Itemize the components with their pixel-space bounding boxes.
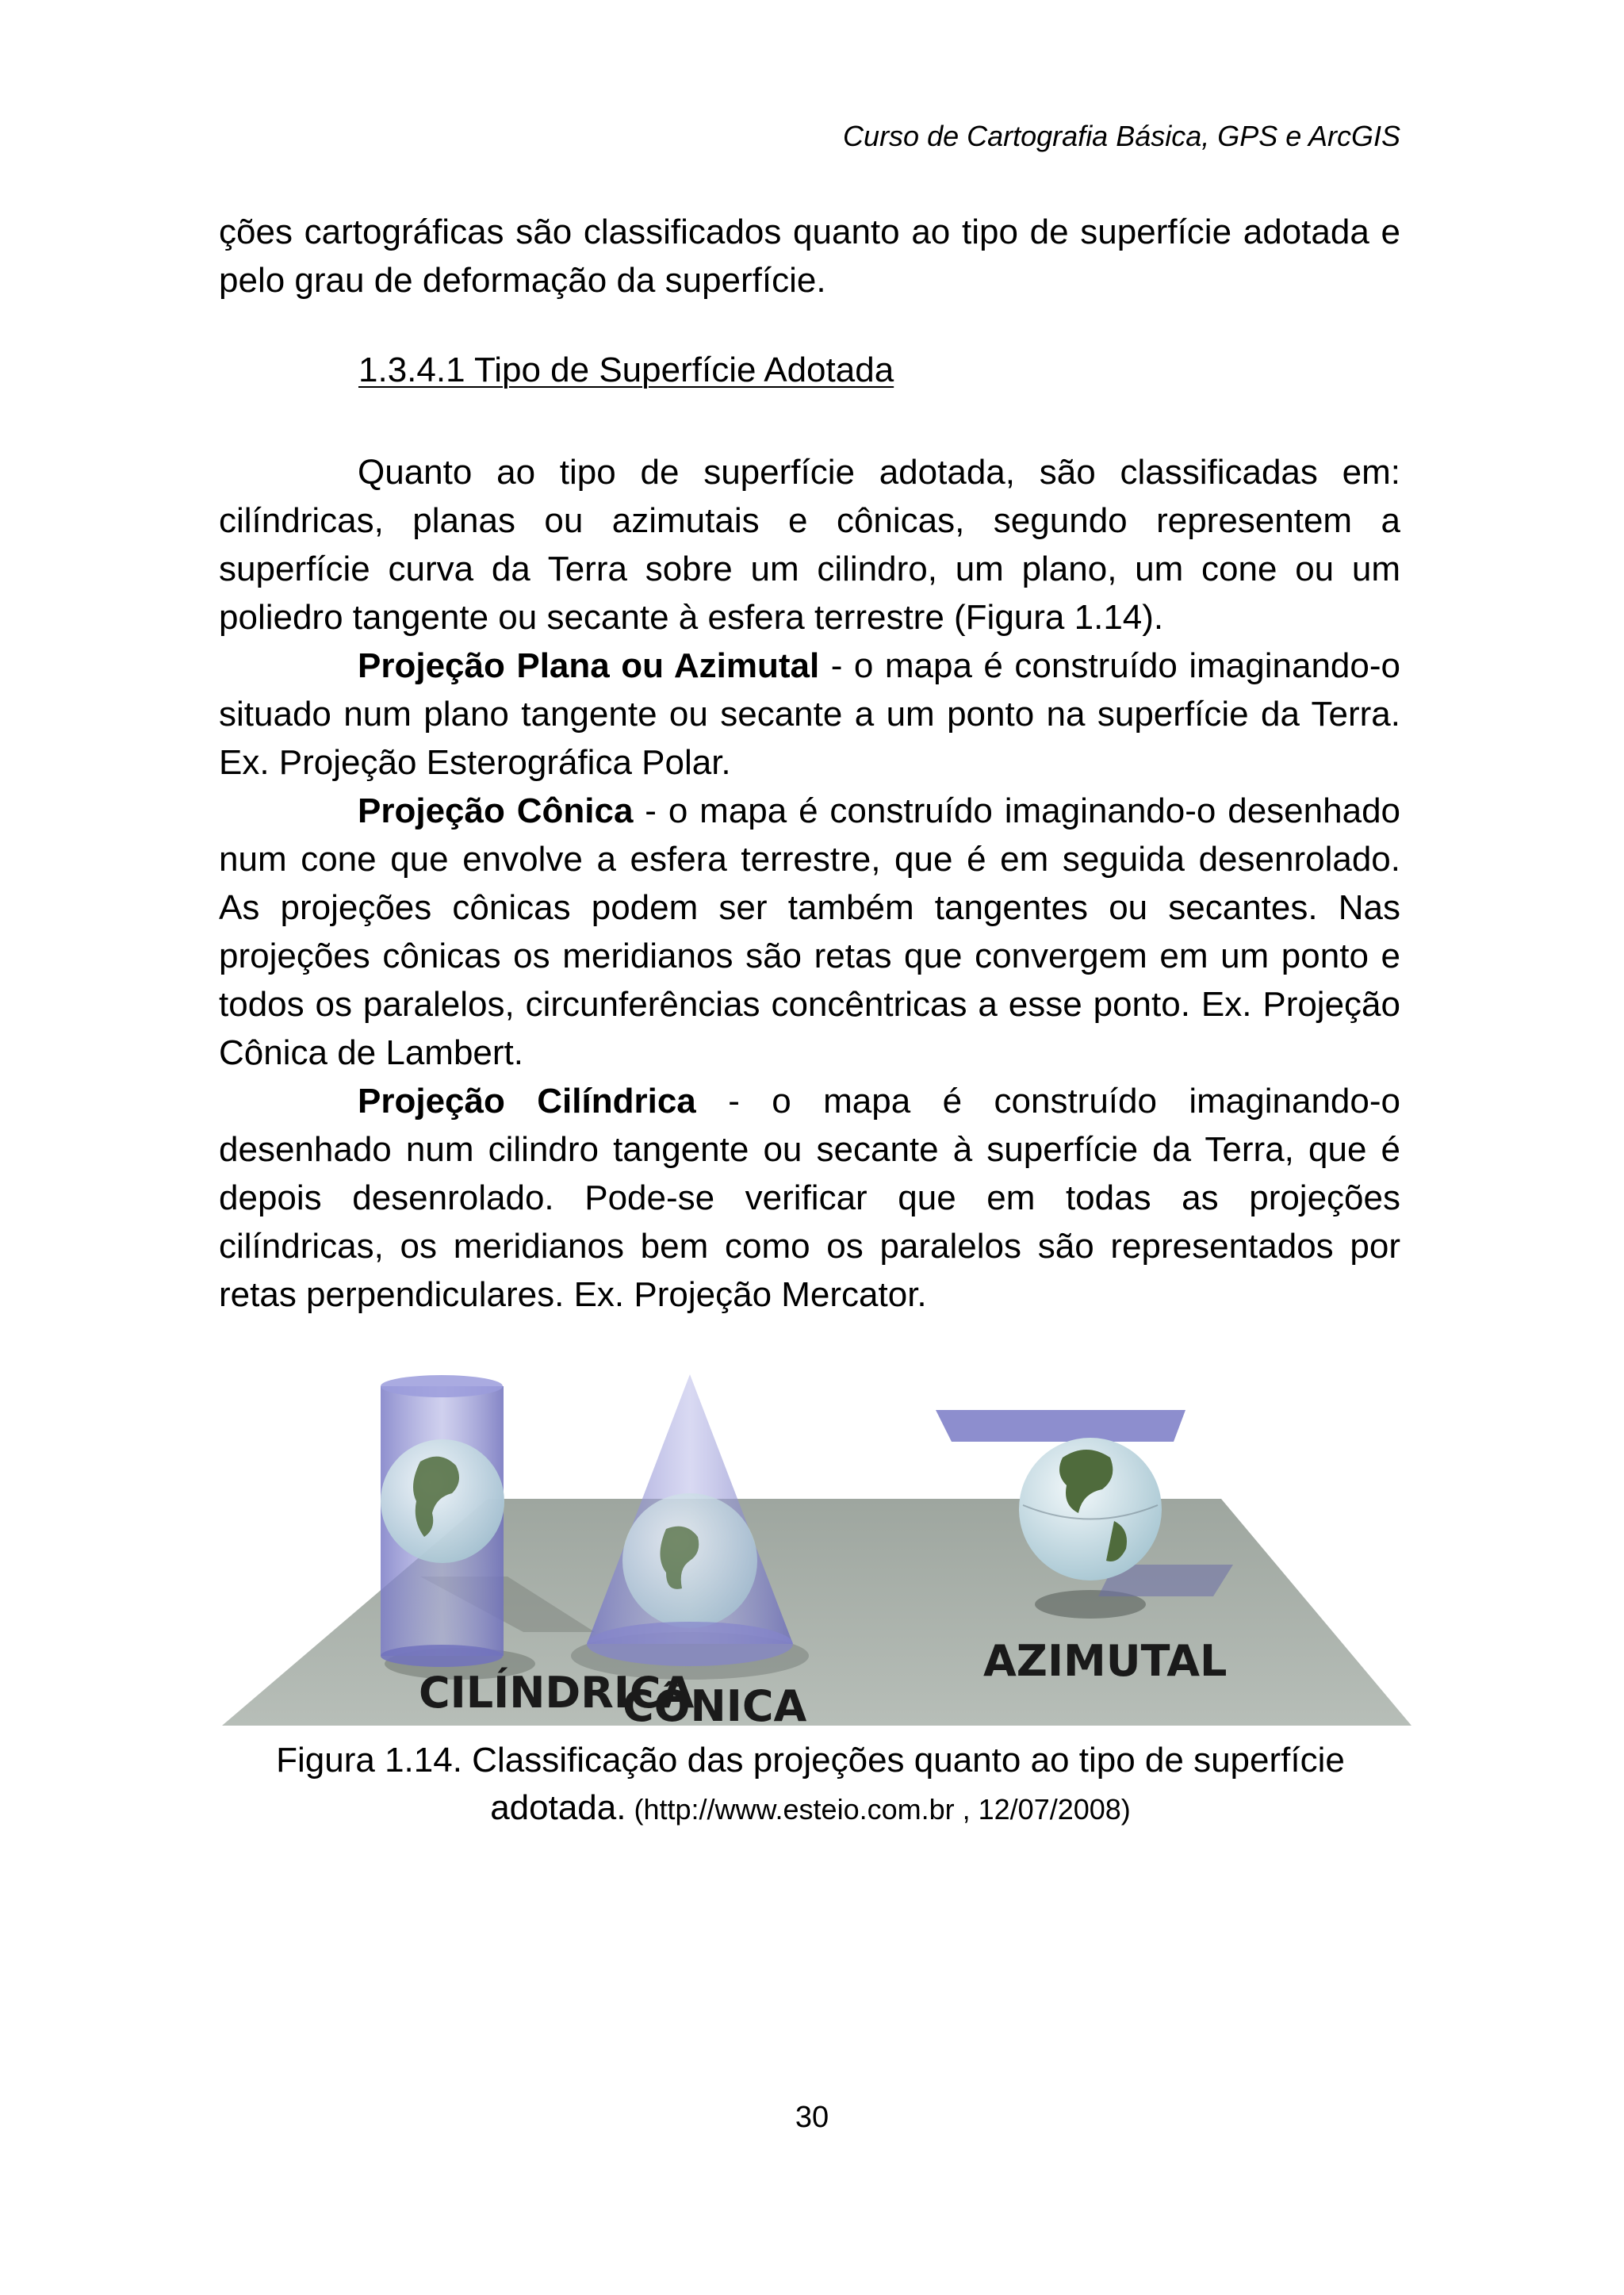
definition-conic: - o mapa é construído imaginando-o desenhado num cone que envolve a esfera terrestre, que é em seguida desenrolado. As projeções cônicas podem ser também tangentes ou secantes. Nas projeções cônicas os meridianos são retas que convergem em um ponto e todos os paralelos, circunferências concêntricas a esse ponto. Ex. Projeção Cônica de Lambert. xyxy=(219,791,1401,1072)
term-azimuthal: Projeção Plana ou Azimutal xyxy=(358,646,820,685)
body-text xyxy=(219,208,1400,1319)
cylinder-model xyxy=(381,1375,504,1667)
running-header: Curso de Cartografia Básica, GPS e ArcGIS xyxy=(843,120,1400,152)
definition-cylindrical: - o mapa é construído imaginando-o desenhado num cilindro tangente ou secante à superfície da Terra, que é depois desenrolado. Pode-se verificar que em todas as projeções cilíndricas, os meridianos bem como os paralelos são representados por retas perpendiculares. Ex. Projeção Mercator. xyxy=(219,1082,1401,1314)
definition-azimuthal: - o mapa é construído imaginando-o situado num plano tangente ou secante a um ponto na superfície da Terra. Ex. Projeção Esterográfica Polar. xyxy=(219,646,1400,782)
paragraph-surface-types: Quanto ao tipo de superfície adotada, são classificadas em: cilíndricas, planas ou azimutais e cônicas, segundo representem a superfície curva da Terra sobre um cilindro, um plano, um cone ou um poliedro tangente ou secante à esfera terrestre (Figura 1.14). xyxy=(219,453,1400,637)
projections-illustration xyxy=(222,1370,1411,1735)
caption-text: Figura 1.14. Classificação das projeções quanto ao tipo de superfície adotada. xyxy=(276,1741,1345,1827)
label-cilindrica: CILÍNDRICA xyxy=(419,1668,695,1718)
term-cylindrical: Projeção Cilíndrica xyxy=(358,1082,696,1121)
paragraph-conic xyxy=(219,787,1400,1077)
label-conica: CÔNICA xyxy=(622,1681,807,1731)
term-conic: Projeção Cônica xyxy=(358,791,634,830)
paragraph-cylindrical xyxy=(219,1077,1400,1319)
page-number: 30 xyxy=(795,2101,829,2134)
paragraph-azimuthal xyxy=(219,642,1400,787)
paragraph-continuation: ções cartográficas são classificados quanto ao tipo de superfície adotada e pelo grau de deformação da superfície. xyxy=(219,213,1400,300)
section-heading: 1.3.4.1 Tipo de Superfície Adotada xyxy=(358,351,894,389)
caption-source: (http://www.esteio.com.br , 12/07/2008) xyxy=(626,1793,1131,1826)
figure-projections xyxy=(222,1370,1411,1735)
figure-caption xyxy=(216,1737,1405,1833)
label-azimutal: AZIMUTAL xyxy=(983,1636,1228,1686)
